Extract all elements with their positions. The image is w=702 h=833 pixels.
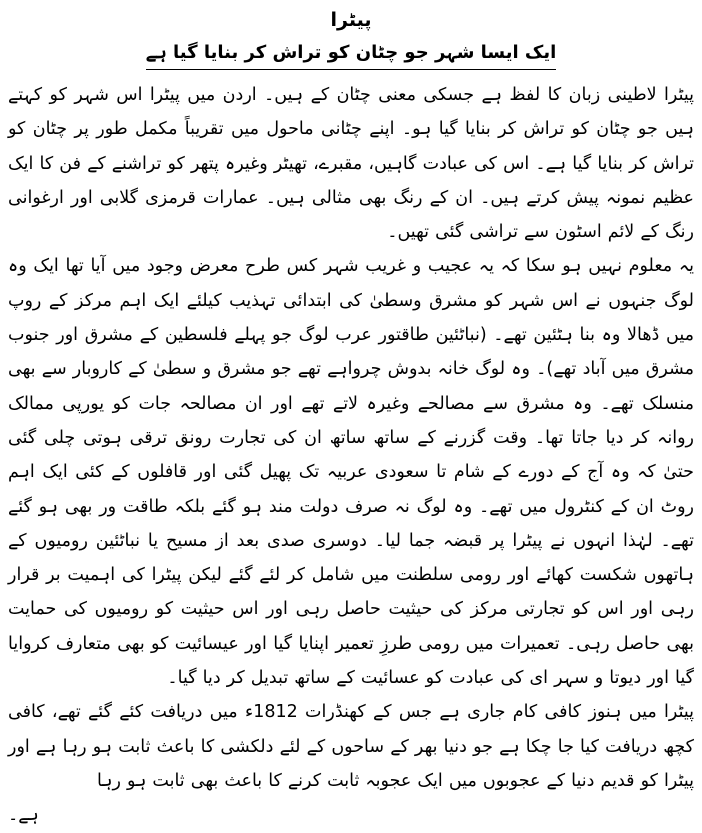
page-subtitle: ایک ایسا شہر جو چٹان کو تراش کر بنایا گیا ہے	[146, 38, 557, 70]
body-paragraph: پیٹرا لاطینی زبان کا لفظ ہے جسکی معنی چٹان کے ہیں۔ اردن میں پیٹرا اس شہر کو کہتے ہیں جو چٹان کو تراش کر بنایا گیا ہو۔ اپنے چٹانی ماحول میں تقریباً مکمل طور پر چٹان کو تراش کر بنایا گیا ہے۔ اس کی عبادت گاہیں، مقبرے، تھیٹر وغیرہ پتھر کو تراشنے کے فن کا ایک عظیم نمونہ پیش کرتے ہیں۔ ان کے رنگ بھی مثالی ہیں۔ عمارات قرمزی گلابی اور ارغوانی رنگ کے لائم اسٹون سے تراشی گئی تھیں۔	[8, 85, 694, 243]
subtitle-container	[8, 38, 694, 70]
paragraph-tail-line: ہے۔	[8, 805, 39, 826]
body-paragraph: پیٹرا میں ہنوز کافی کام جاری ہے جس کے کھنڈرات 1812ء میں دریافت کئے گئے تھے، کافی کچھ دریافت کیا جا چکا ہے جو دنیا بھر کے ساحوں کے لئے دلکشی کا باعث ثابت ہو رہا ہے اور پیٹرا کو قدیم دنیا کے عجوبوں میں ایک عجوبہ ثابت کرنے کا باعث بھی ثابت ہو رہا	[8, 702, 694, 791]
body-paragraph: یہ معلوم نہیں ہو سکا کہ یہ عجیب و غریب شہر کس طرح معرض وجود میں آیا تھا ایک وہ لوگ جنہوں نے اس شہر کو مشرق وسطیٰ کی ابتدائی تہذیب کیلئے ایک اہم مرکز کے روپ میں ڈھالا وہ بنا ہٹئین تھے۔ (نباٹئین طاقتور عرب لوگ جو پہلے فلسطین کے مشرق اور جنوب مشرق میں آباد تھے)۔ وہ لوگ خانہ بدوش چرواہے تھے جو مشرق و سطیٰ کے کاروبار سے بھی منسلک تھے۔ وہ مشرق سے مصالحے وغیرہ لاتے تھے اور ان مصالحہ جات کو یورپی ممالک روانہ کر دیا جاتا تھا۔ وقت گزرنے کے ساتھ ساتھ ان کی تجارت رونق ترقی ہوتی چلی گئی حتیٰ کہ وہ آج کے دورے کے شام تا سعودی عربیہ تک پھیل گئی اور قافلوں کے کئی ایک اہم روٹ ان کے کنٹرول میں تھے۔ وہ لوگ نہ صرف دولت مند ہو گئے بلکہ طاقت ور بھی ہو گئے تھے۔ لہٰذا انہوں نے پیٹرا پر قبضہ جما لیا۔ دوسری صدی بعد از مسیح یا نباٹئین رومیوں کے ہاتھوں شکست کھائے اور رومی سلطنت میں شامل کر لئے گئے لیکن پیٹرا کی اہمیت بر قرار رہی اور اس کو تجارتی مرکز کی حیثیت حاصل رہی اور اس حیثیت کو رومیوں کی حمایت بھی حاصل رہی۔ تعمیرات میں رومی طرزِ تعمیر اپنایا گیا اور عیسائیت کو بھی متعارف کروایا گیا اور دیوتا و سہر ای کی عبادت کو عسائیت کے ساتھ تبدیل کر دیا گیا۔	[8, 256, 694, 689]
page-title: پیٹرا	[330, 9, 372, 31]
